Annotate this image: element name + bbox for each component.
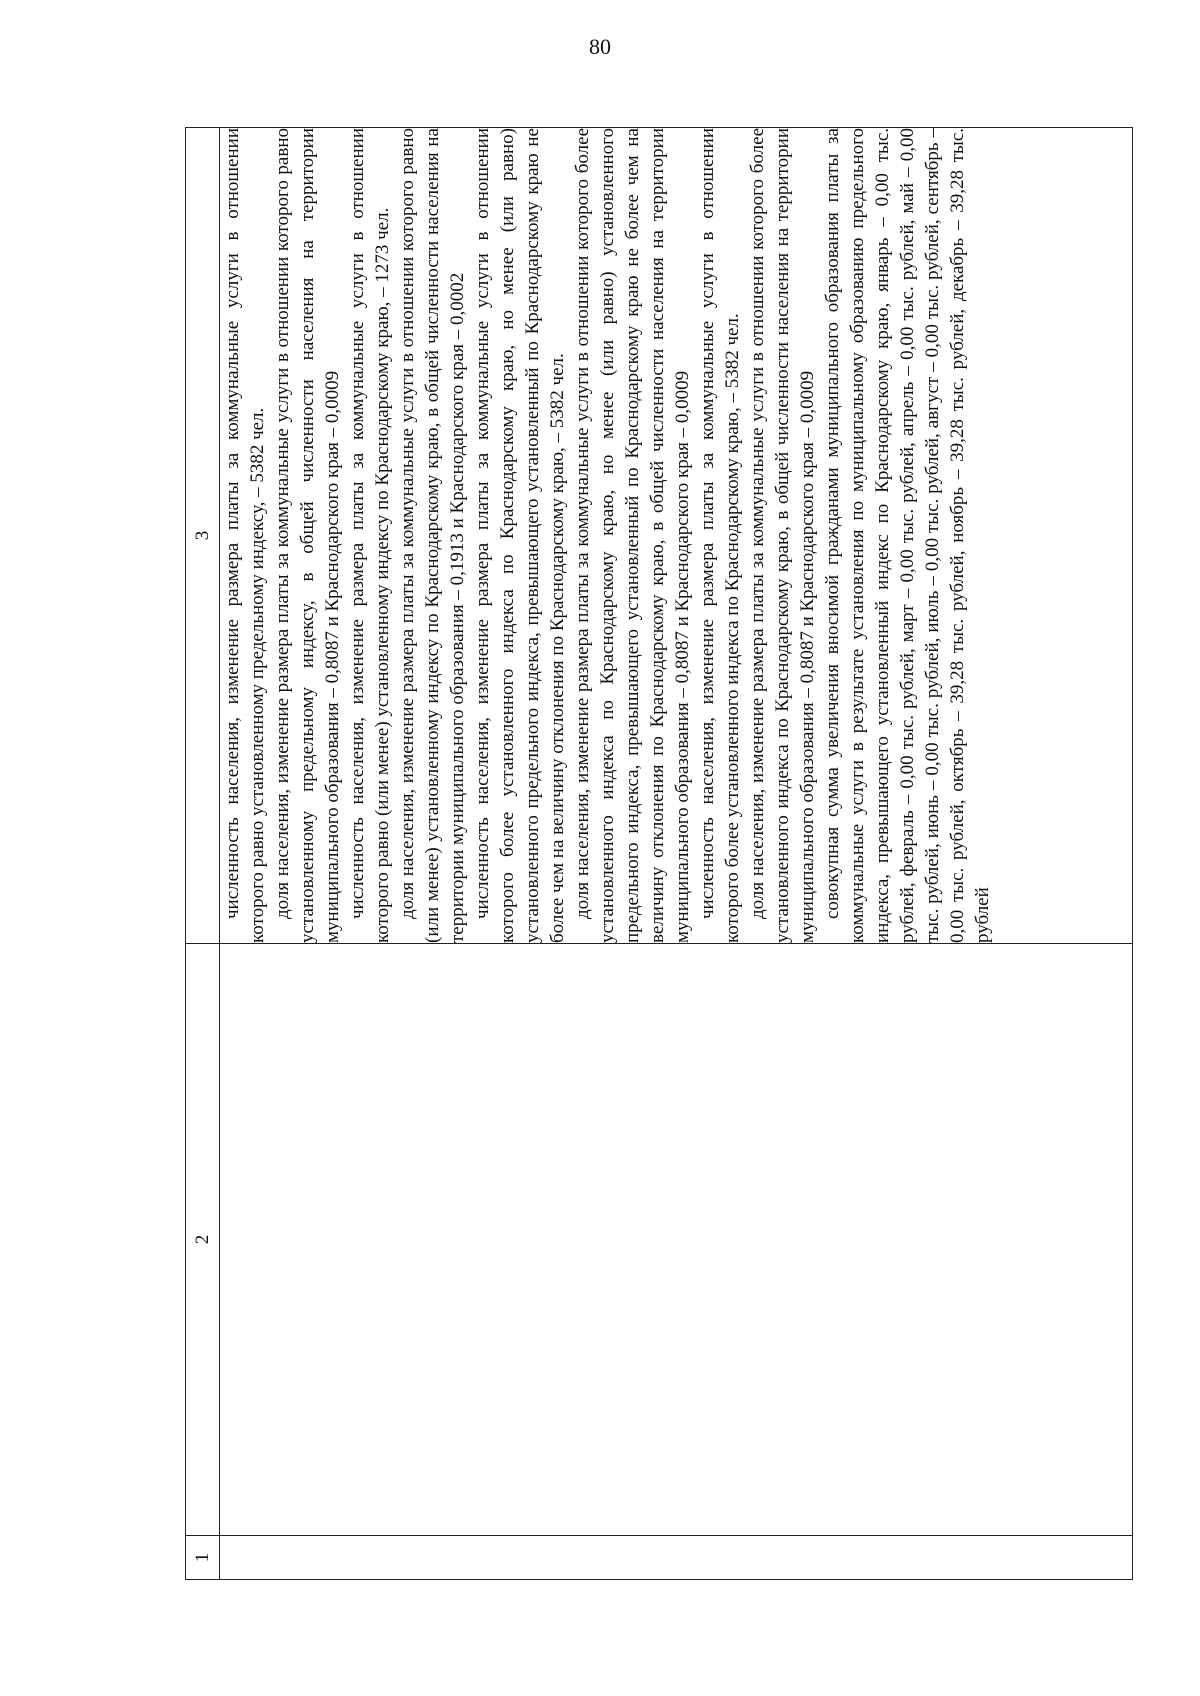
paragraph: доля населения, изменение размера платы за коммунальные услуги в отношении которого более установленного индекса по Краснодарскому краю, в общей численности населения на территории муниципального образования – 0,8087 и Краснодарского края – 0,0009 <box>747 128 818 943</box>
paragraph: доля населения, изменение размера платы за коммунальные услуги в отношении которого равно установленному предельному индексу, в общей численности населения на территории муниципального образования – 0,8087 и Краснодарского края – 0,0009 <box>272 128 343 943</box>
rotated-table-wrapper <box>185 128 1133 1580</box>
header-cell-1: 1 <box>186 1536 220 1580</box>
paragraph: доля населения, изменение размера платы за коммунальные услуги в отношении которого равно (или менее) установленному индексу по Краснодарскому краю, в общей численности населения на территории муниципального образования – 0,1913 и Краснодарского края – 0,0002 <box>397 128 468 943</box>
header-cell-2: 2 <box>186 944 220 1536</box>
paragraph: совокупная сумма увеличения вносимой гражданами муниципального образования платы за коммунальные услуги в результате установления по муниципальному образованию предельного индекса, превышающего установленный индекс по Краснодарскому краю, январь – 0,00 тыс. рублей, февраль – 0,00 тыс. рублей, март – 0,00 тыс. рублей, апрель – 0,00 тыс. рублей, май – 0,00 тыс. рублей, июнь – 0,00 тыс. рублей, июль – 0,00 тыс. рублей, август – 0,00 тыс. рублей, сентябрь – 0,00 тыс. рублей, октябрь – 39,28 тыс. рублей, ноябрь – 39,28 тыс. рублей, декабрь – 39,28 тыс. рублей <box>822 128 993 943</box>
cell-column-1 <box>220 1536 1133 1580</box>
paragraph: численность населения, изменение размера платы за коммунальные услуги в отношении которого равно установленному предельному индексу, – 5382 чел. <box>222 128 268 943</box>
page-number: 80 <box>589 34 611 59</box>
document-table <box>185 127 1133 1580</box>
cell-column-3 <box>220 128 1133 944</box>
cell-column-2 <box>220 944 1133 1536</box>
paragraph: численность населения, изменение размера платы за коммунальные услуги в отношении которого более установленного индекса по Краснодарскому краю, – 5382 чел. <box>697 128 743 943</box>
table-row <box>220 128 1133 1580</box>
header-cell-3: 3 <box>186 128 220 944</box>
paragraph: численность населения, изменение размера платы за коммунальные услуги в отношении которого равно (или менее) установленному индексу по Краснодарскому краю, – 1273 чел. <box>347 128 393 943</box>
paragraph: численность населения, изменение размера платы за коммунальные услуги в отношении которого более установленного индекса по Краснодарскому краю, но менее (или равно) установленного предельного индекса, превышающего установленный по Краснодарскому краю не более чем на величину отклонения по Краснодарскому краю, – 5382 чел. <box>472 128 568 943</box>
table-header-row <box>186 128 220 1580</box>
paragraph: доля населения, изменение размера платы за коммунальные услуги в отношении которого более установленного индекса по Краснодарскому краю, но менее (или равно) установленного предельного индекса, превышающего установленный по Краснодарскому краю не более чем на величину отклонения по Краснодарскому краю, в общей численности населения на территории муниципального образования – 0,8087 и Краснодарского края – 0,0009 <box>572 128 693 943</box>
